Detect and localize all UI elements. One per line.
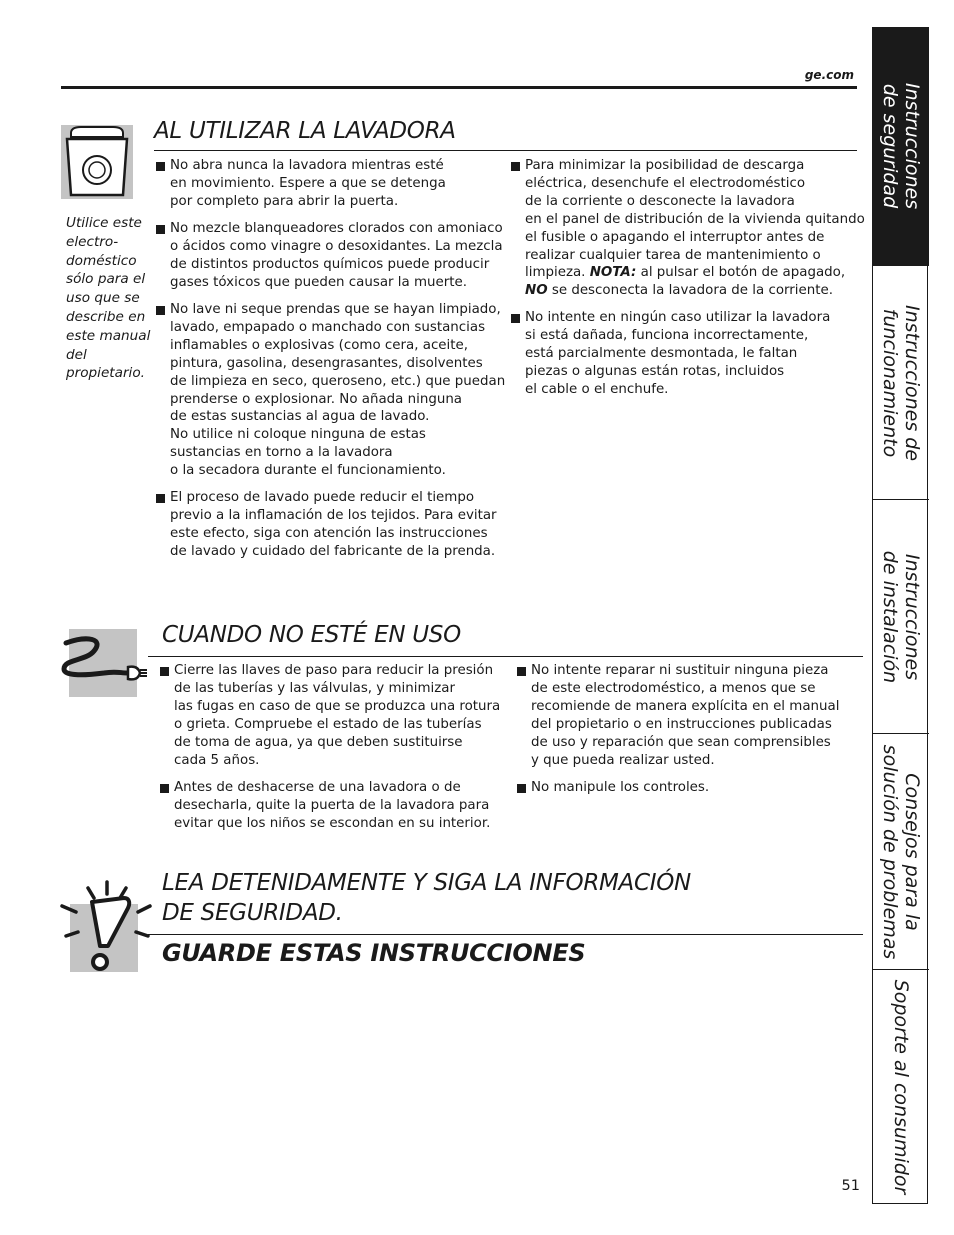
tab-installation-instructions[interactable] — [873, 499, 929, 733]
section-title-not-in-use: CUANDO NO ESTÉ EN USO — [162, 622, 461, 648]
usage-note: Utilice este electro- doméstico sólo para el uso que se describe en este manual del propietario. — [66, 215, 151, 382]
tab-safety-instructions[interactable] — [873, 27, 929, 265]
top-divider — [61, 86, 857, 89]
save-instructions-title: GUARDE ESTAS INSTRUCCIONES — [162, 939, 586, 967]
section-rule-safety — [148, 934, 863, 935]
tab-label: Soporte al consumidor — [890, 979, 912, 1195]
tab-consumer-support[interactable] — [873, 969, 929, 1204]
bullet-icon — [156, 306, 165, 315]
unplug-icon — [58, 629, 148, 697]
bullet-icon — [517, 667, 526, 676]
tab-label: Instrucciones de funcionamiento — [879, 304, 923, 461]
side-navigation — [872, 27, 928, 1204]
bullet-icon — [156, 494, 165, 503]
bullet-icon — [511, 314, 520, 323]
warning-icon — [58, 880, 154, 975]
tab-label: Instrucciones de seguridad — [879, 82, 923, 210]
bullet-icon — [511, 162, 520, 171]
bullet-icon — [156, 162, 165, 171]
section-title-safety-line2: DE SEGURIDAD. — [162, 900, 343, 926]
section-title-safety-line1: LEA DETENIDAMENTE Y SIGA LA INFORMACIÓN — [162, 870, 691, 896]
tab-troubleshooting[interactable] — [873, 733, 929, 969]
section-title-washer: AL UTILIZAR LA LAVADORA — [154, 118, 456, 144]
washer-icon — [61, 125, 133, 199]
bullet-icon — [160, 667, 169, 676]
section-rule-washer — [154, 150, 857, 151]
bullet-icon — [160, 784, 169, 793]
bullet-icon — [156, 225, 165, 234]
section-rule-not-in-use — [148, 656, 863, 657]
bullet-icon — [517, 784, 526, 793]
tab-label: Instrucciones de instalación — [879, 550, 923, 683]
site-label: ge.com — [804, 68, 854, 82]
page-number: 51 — [841, 1178, 860, 1194]
tab-label: Consejos para la solución de problemas — [879, 744, 923, 959]
tab-operating-instructions[interactable] — [873, 265, 929, 499]
